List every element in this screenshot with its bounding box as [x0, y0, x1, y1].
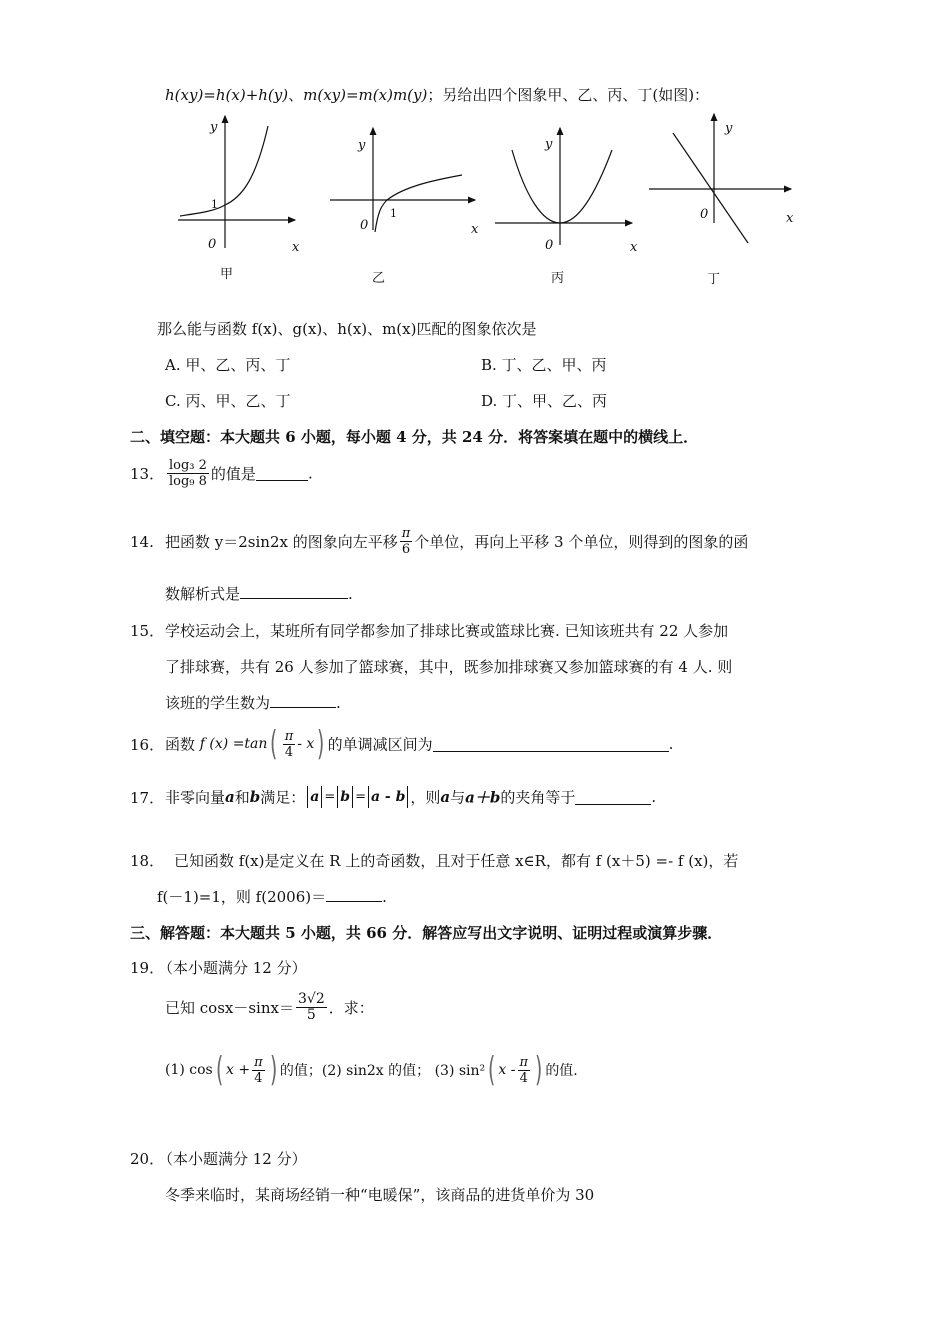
q16-minus-x: - x — [297, 736, 315, 752]
q14 — [130, 526, 748, 557]
intro-eq1: h(xy)=h(x)+h(y) — [165, 86, 289, 104]
graph-bing — [490, 120, 645, 250]
q20-num: 20． — [130, 1150, 165, 1168]
q19-p1-frac-den: 4 — [254, 1070, 263, 1086]
section-3-heading: 三、解答题：本大题共 5 小题，共 66 分．解答应写出文字说明、证明过程或演算步骤． — [130, 924, 723, 942]
graph-jia-one: 1 — [211, 198, 218, 211]
q19-parts — [165, 1050, 578, 1090]
q12-option-c: C. 丙、甲、乙、丁 — [165, 392, 291, 410]
graph-jia-caption: 甲 — [220, 267, 234, 282]
q14-line2 — [165, 583, 353, 604]
q16-lparen: ( — [270, 724, 278, 764]
graph-jia-y: y — [210, 120, 218, 135]
q13-fraction — [167, 458, 209, 489]
q15-num: 15． — [130, 622, 165, 640]
q18-num: 18． — [130, 852, 165, 870]
graph-yi-caption: 乙 — [372, 271, 386, 286]
intro-eq2: m(xy)=m(x)m(y) — [303, 86, 428, 104]
intro-line — [165, 84, 709, 105]
q16 — [130, 724, 674, 764]
q17-post2: 与 — [450, 788, 466, 807]
q16-end: . — [668, 735, 674, 753]
q17-b: b — [249, 788, 261, 806]
q19-given — [165, 992, 374, 1023]
q13-num: 13． — [130, 465, 165, 483]
q17-and: 和 — [234, 788, 250, 807]
graph-bing-o: 0 — [545, 238, 554, 253]
q13-answer-blank[interactable] — [256, 466, 308, 481]
q12-option-a: A. 甲、乙、丙、丁 — [165, 356, 291, 374]
q19-frac-den: 5 — [306, 1007, 316, 1023]
graph-yi-one: 1 — [390, 207, 397, 220]
q19-p1-pre: (1) cos — [165, 1062, 213, 1078]
q16-fx: f (x) =tan — [199, 736, 268, 752]
q19-num: 19． — [130, 959, 165, 977]
q19-p1-fraction — [252, 1055, 265, 1086]
q12-option-d: D. 丁、甲、乙、丙 — [481, 392, 608, 410]
intro-sep: 、 — [288, 86, 304, 104]
q16-answer-blank[interactable] — [433, 737, 669, 752]
q16-pre: 函数 — [165, 735, 196, 754]
graph-bing-y: y — [545, 137, 553, 152]
q15-answer-blank[interactable] — [270, 693, 336, 708]
q17-post1: ，则 — [410, 788, 441, 807]
q16-post: 的单调减区间为 — [327, 735, 433, 754]
q17-num: 17． — [130, 788, 165, 807]
q17-post-a: a — [440, 788, 451, 806]
q13-end: . — [307, 464, 313, 483]
q19-given-pre: 已知 cosx－sinx＝ — [165, 999, 294, 1017]
graph-ding-x: x — [786, 211, 794, 226]
graph-bing-x: x — [630, 240, 638, 255]
q14-pre: 把函数 y＝2sin2x 的图象向左平移 — [165, 533, 398, 551]
q14-frac-den: 6 — [401, 542, 411, 557]
q19-p3-frac-num: π — [519, 1054, 529, 1070]
q15-line3-text: 该班的学生数为 — [165, 694, 271, 712]
q17-eq-sign2: = — [355, 789, 366, 805]
q16-fraction — [283, 729, 296, 760]
q12-stem: 那么能与函数 f(x)、g(x)、h(x)、m(x)匹配的图象依次是 — [157, 320, 537, 338]
graph-yi-o: 0 — [360, 218, 369, 233]
q15-line2: 了排球赛，共有 26 人参加了篮球赛，其中，既参加排球赛又参加篮球赛的有 4 人. 则 — [165, 658, 733, 676]
q14-fraction — [400, 526, 413, 557]
q19-frac-num: 3√2 — [297, 991, 325, 1007]
q14-num: 14. — [130, 532, 154, 551]
q19-p3-x: x - — [498, 1062, 516, 1078]
graph-bing-caption: 丙 — [551, 271, 565, 286]
q15-end: . — [336, 694, 341, 712]
q18-line2 — [157, 886, 387, 907]
graph-jia-o: 0 — [208, 237, 217, 252]
q19-p3-frac-den: 4 — [519, 1070, 528, 1086]
q14-frac-num: π — [401, 526, 411, 541]
graph-ding-caption: 丁 — [707, 272, 721, 287]
graph-yi — [325, 120, 485, 250]
q19-fraction — [296, 992, 327, 1023]
q19-p3-fraction — [518, 1055, 531, 1086]
q15-line3 — [165, 692, 341, 713]
intro-tail: ；另给出四个图象甲、乙、丙、丁(如图)： — [427, 86, 710, 104]
q17-pre: 非零向量 — [165, 788, 226, 807]
q17-eq-sign1: = — [324, 789, 336, 805]
q17-eq-a: a — [310, 789, 320, 805]
q13 — [130, 458, 313, 489]
graph-ding-o: 0 — [700, 207, 709, 222]
section-2-heading: 二、填空题：本大题共 6 小题，每小题 4 分，共 24 分．将答案填在题中的横线上． — [130, 428, 699, 446]
q17-a: a — [225, 788, 235, 806]
q16-frac-num: π — [284, 728, 294, 744]
q13-frac-num: log₃ 2 — [169, 458, 207, 473]
q17-eq-b: b — [340, 789, 351, 805]
graph-ding-y: y — [725, 121, 733, 136]
q14-post: 个单位，再向上平移 3 个单位，则得到的图象的函 — [414, 533, 749, 551]
q14-answer-blank[interactable] — [240, 584, 348, 599]
q19-score: （本小题满分 12 分） — [158, 959, 307, 977]
q19-p1-lparen: ( — [215, 1050, 224, 1090]
q20-score: （本小题满分 12 分） — [158, 1150, 307, 1168]
q18-end: . — [382, 888, 387, 906]
q14-end: . — [348, 585, 353, 603]
q13-text: 的值是 — [210, 465, 256, 483]
q19-p3-lparen: ( — [488, 1050, 496, 1090]
graph-jia — [170, 108, 320, 288]
q17-end: . — [651, 788, 657, 806]
q12-option-b: B. 丁、乙、甲、丙 — [481, 356, 607, 374]
q17-answer-blank[interactable] — [575, 790, 651, 805]
q19-given-post: ．求： — [328, 999, 374, 1017]
q20-text: 冬季来临时，某商场经销一种“电暖保”，该商品的进货单价为 30 — [165, 1186, 595, 1204]
q16-frac-den: 4 — [284, 744, 294, 760]
graph-ding — [645, 108, 800, 253]
q16-rparen: ) — [317, 724, 325, 764]
q13-frac-den: log₉ 8 — [169, 474, 207, 489]
q17-post3: 的夹角等于 — [500, 788, 576, 807]
q16-num: 16． — [130, 735, 165, 754]
q19-p1-post: 的值；(2) sin2x 的值； (3) sin² — [279, 1063, 486, 1079]
q19-p3-rparen: ) — [535, 1050, 543, 1090]
graph-jia-x: x — [292, 240, 300, 255]
q17-mid: 满足： — [260, 788, 306, 807]
q19-p1-rparen: ) — [269, 1050, 277, 1090]
q19-p1-x: x + — [226, 1062, 251, 1078]
q19-p3-post: 的值. — [545, 1063, 578, 1079]
q14-line2-text: 数解析式是 — [165, 585, 241, 603]
q17-post-apb: a＋b — [465, 788, 501, 807]
q18-answer-blank[interactable] — [326, 887, 382, 902]
q18-line1: 已知函数 f(x)是定义在 R 上的奇函数，且对于任意 x∈R，都有 f (x＋5) =- f (x)，若 — [174, 852, 739, 870]
q19-p1-frac-num: π — [254, 1054, 263, 1070]
q17 — [130, 786, 656, 808]
q15-line1: 学校运动会上，某班所有同学都参加了排球比赛或篮球比赛. 已知该班共有 22 人参加 — [165, 622, 729, 640]
q18-line2-text: f(－1)=1，则 f(2006)＝ — [157, 888, 327, 906]
graph-yi-y: y — [358, 138, 366, 153]
graph-yi-x: x — [471, 222, 479, 237]
q17-eq-amb: a - b — [370, 789, 406, 805]
